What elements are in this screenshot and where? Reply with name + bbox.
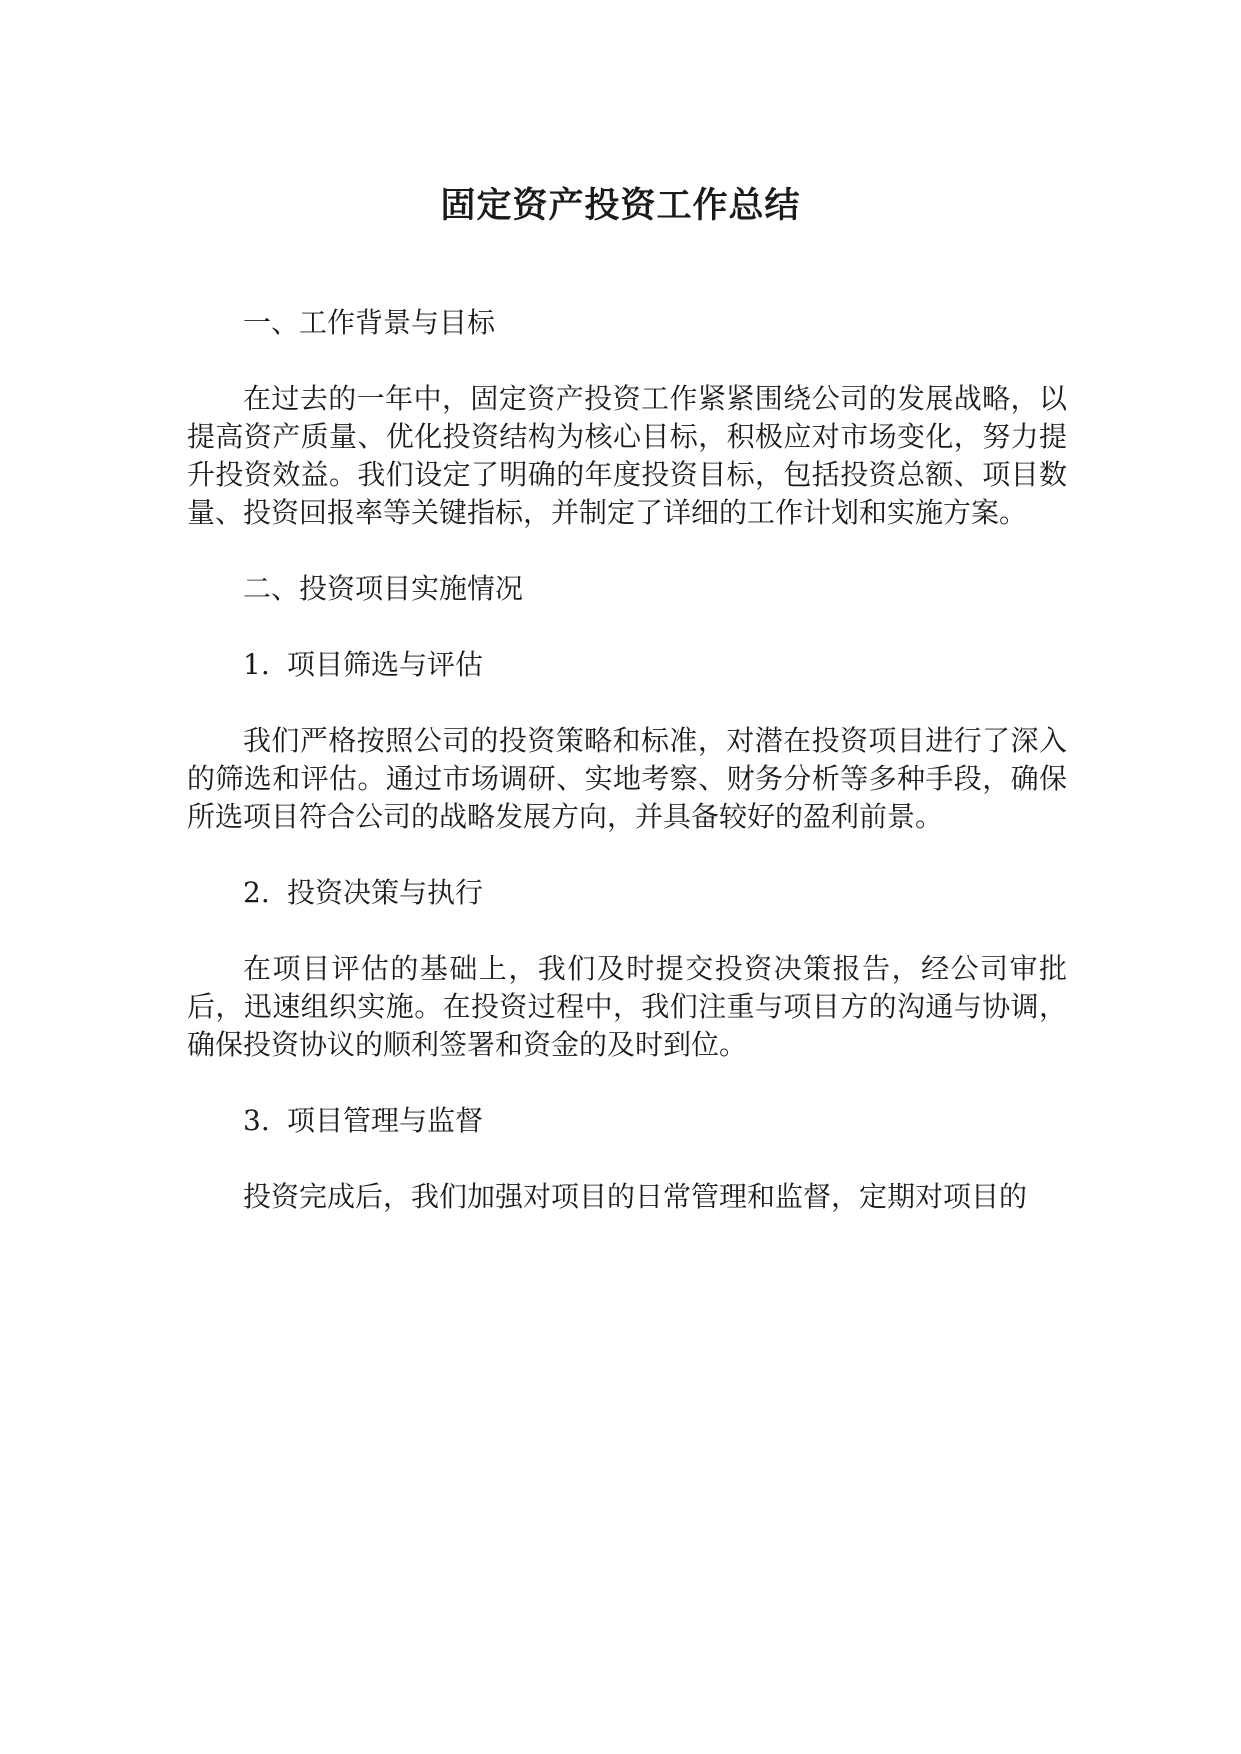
subsection-heading-management [187, 1102, 1067, 1140]
paragraph-management: 投资完成后，我们加强对项目的日常管理和监督，定期对项目的 [243, 1180, 1028, 1213]
subsection-number: 1. [243, 648, 270, 681]
document-title: 固定资产投资工作总结 [440, 185, 801, 226]
paragraph-background: 在过去的一年中，固定资产投资工作紧紧围绕公司的发展战略，以提高资产质量、优化投资结构为核心目标，积极应对市场变化，努力提升投资效益。我们设定了明确的年度投资目标，包括投资总额、项目数量、投资回报率等关键指标，并制定了详细的工作计划和实施方案。 [187, 382, 1067, 529]
subsection-number: 2. [243, 876, 270, 909]
paragraph-decision: 在项目评估的基础上，我们及时提交投资决策报告，经公司审批后，迅速组织实施。在投资过程中，我们注重与项目方的沟通与协调，确保投资协议的顺利签署和资金的及时到位。 [187, 952, 1067, 1061]
subsection-heading-screening [187, 646, 1067, 684]
subsection-title: 投资决策与执行 [287, 876, 484, 909]
subsection-title: 项目管理与监督 [287, 1104, 484, 1137]
subsection-number: 3. [243, 1104, 270, 1137]
section-heading-implementation: 二、投资项目实施情况 [243, 572, 524, 605]
subsection-title: 项目筛选与评估 [287, 648, 484, 681]
section-heading-background: 一、工作背景与目标 [243, 306, 496, 339]
document-body [187, 304, 1067, 1254]
subsection-heading-decision [187, 874, 1067, 912]
paragraph-screening: 我们严格按照公司的投资策略和标准，对潜在投资项目进行了深入的筛选和评估。通过市场调研、实地考察、财务分析等多种手段，确保所选项目符合公司的战略发展方向，并具备较好的盈利前景。 [187, 724, 1067, 833]
